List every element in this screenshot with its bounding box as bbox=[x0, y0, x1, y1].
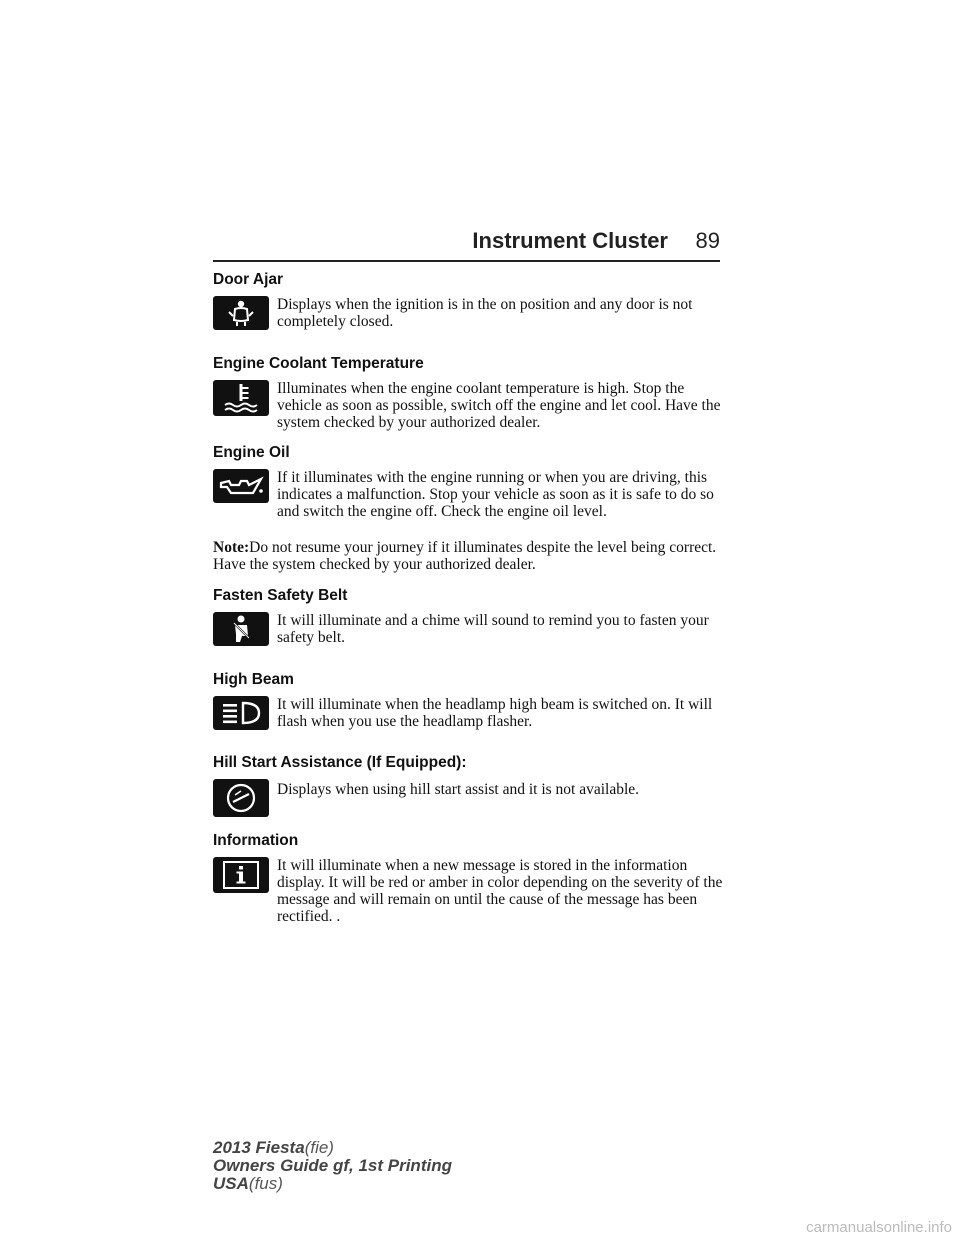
section-text: Displays when the ignition is in the on position and any door is not completely closed. bbox=[277, 296, 693, 330]
hill-start-assist-icon bbox=[213, 779, 269, 817]
watermark: carmanualsonline.info bbox=[806, 1219, 952, 1236]
chapter-title: Instrument Cluster bbox=[472, 228, 668, 253]
footer-model-code: (fie) bbox=[304, 1138, 334, 1157]
footer-model: 2013 Fiesta bbox=[213, 1138, 305, 1157]
section-engine-oil bbox=[213, 443, 723, 522]
section-door-ajar bbox=[213, 270, 723, 332]
section-text: If it illuminates with the engine running or when you are driving, this indicates a malfunction. Stop your vehicle as soon as it is safe to do so and switch the engine off. Check the engine oil level. bbox=[277, 469, 714, 520]
section-safety-belt bbox=[213, 586, 723, 648]
high-beam-icon bbox=[213, 696, 269, 730]
header-rule bbox=[213, 260, 720, 262]
footer-market-code: (fus) bbox=[248, 1174, 283, 1193]
section-title: Hill Start Assistance (If Equipped): bbox=[213, 754, 467, 771]
section-text: Displays when using hill start assist and it is not available. bbox=[277, 781, 640, 798]
coolant-temperature-icon bbox=[213, 380, 269, 416]
section-title: Fasten Safety Belt bbox=[213, 587, 348, 604]
footer-line-model bbox=[213, 1139, 452, 1157]
page-header bbox=[213, 228, 720, 262]
note-paragraph bbox=[213, 539, 723, 573]
section-text: It will illuminate when a new message is stored in the information display. It will be red or amber in color depending on the severity of the message and will remain on until the cause of the message has been rectified. . bbox=[277, 857, 723, 925]
footer-line-market bbox=[213, 1175, 452, 1193]
footer-line-guide bbox=[213, 1157, 452, 1175]
note-label: Note: bbox=[213, 539, 250, 556]
seat-belt-icon bbox=[213, 612, 269, 646]
section-text: It will illuminate and a chime will sound to remind you to fasten your safety belt. bbox=[277, 612, 709, 646]
section-high-beam bbox=[213, 670, 723, 732]
section-information bbox=[213, 831, 723, 925]
note-text: Do not resume your journey if it illuminates despite the level being correct. Have the system checked by your authorized dealer. bbox=[213, 539, 717, 573]
section-title: High Beam bbox=[213, 671, 294, 688]
oil-can-icon bbox=[213, 469, 269, 503]
information-icon bbox=[213, 857, 269, 893]
section-title: Engine Coolant Temperature bbox=[213, 355, 424, 372]
section-title: Engine Oil bbox=[213, 444, 290, 461]
page-number: 89 bbox=[695, 228, 720, 253]
footer-market: USA bbox=[213, 1174, 249, 1193]
section-text: It will illuminate when the headlamp high beam is switched on. It will flash when you use the headlamp flasher. bbox=[277, 696, 713, 730]
section-title: Information bbox=[213, 832, 299, 849]
footer-guide: Owners Guide gf, 1st Printing bbox=[213, 1156, 452, 1175]
section-title: Door Ajar bbox=[213, 271, 284, 288]
door-ajar-icon bbox=[213, 296, 269, 330]
section-engine-coolant bbox=[213, 354, 723, 431]
section-text: Illuminates when the engine coolant temperature is high. Stop the vehicle as soon as possible, switch off the engine and let cool. Have the system checked by your authorized dealer. bbox=[277, 380, 721, 431]
page-footer bbox=[213, 1139, 452, 1193]
section-hill-start bbox=[213, 753, 723, 817]
